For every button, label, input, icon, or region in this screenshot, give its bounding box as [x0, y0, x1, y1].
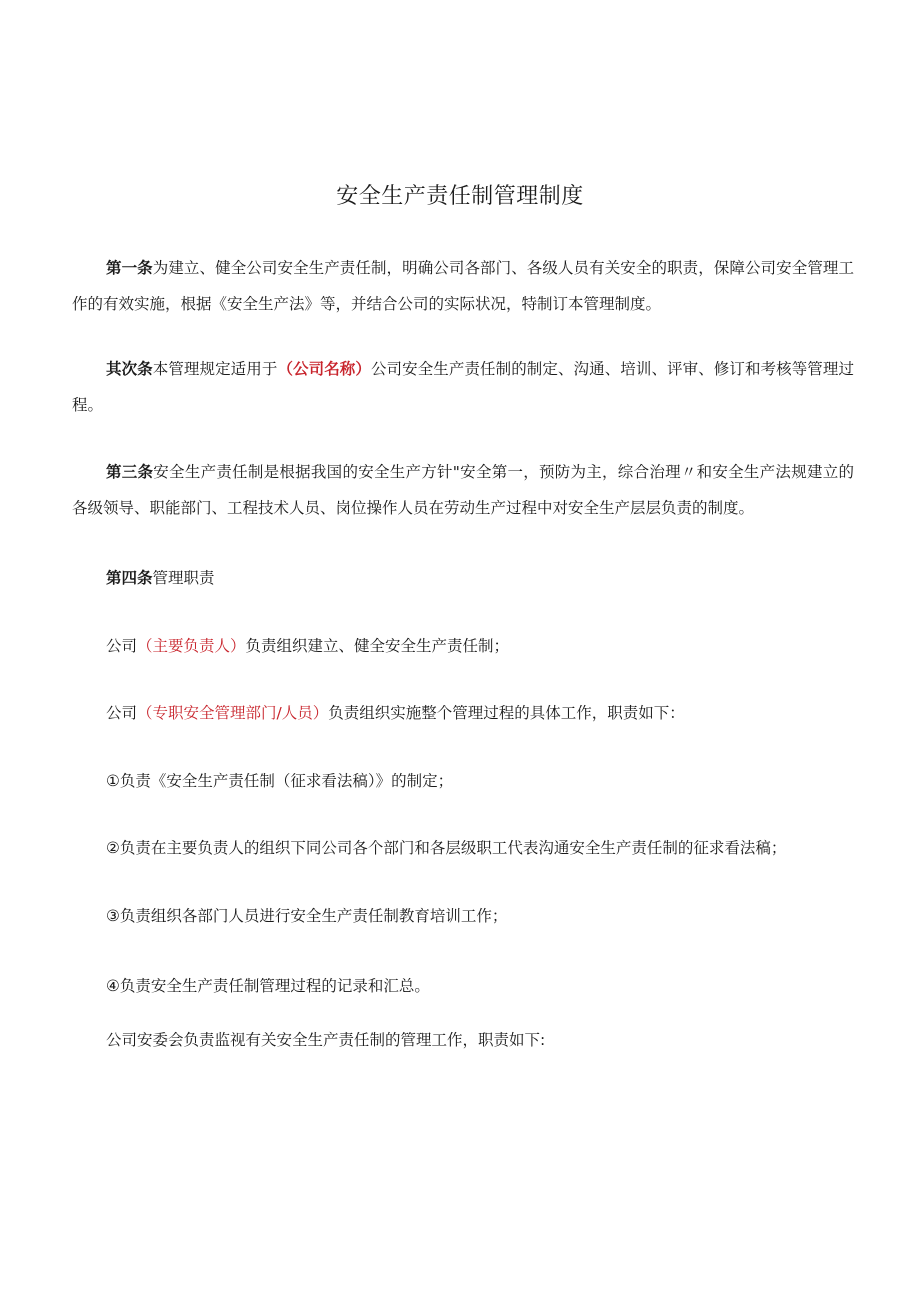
head-placeholder: （主要负责人） — [137, 637, 246, 655]
list-item: ①负责《安全生产责任制（征求看法稿）》的制定； — [106, 772, 454, 790]
article-4-text: 管理职责 — [152, 569, 215, 587]
duty-head — [106, 631, 886, 661]
article-1-label: 第一条 — [106, 259, 153, 277]
list-item: ②负责在主要负责人的组织下同公司各个部门和各层级职工代表沟通安全生产责任制的征求看法稿； — [106, 839, 787, 857]
article-2 — [72, 351, 854, 423]
article-1 — [72, 250, 854, 322]
committee-line: 公司安委会负责监视有关安全生产责任制的管理工作，职责如下: — [106, 1031, 546, 1049]
article-1-text: 为建立、健全公司安全生产责任制，明确公司各部门、各级人员有关安全的职责，保障公司安全管理工作的有效实施，根据《安全生产法》等，并结合公司的实际状况，特制订本管理制度。 — [72, 259, 854, 313]
duty-dept-text: 负责组织实施整个管理过程的具体工作，职责如下： — [328, 704, 685, 722]
duty-dept — [106, 698, 886, 728]
dept-placeholder: （专职安全管理部门/人员） — [137, 704, 329, 722]
article-3-label: 第三条 — [106, 463, 154, 481]
article-2-text-after: 公司安全生产责任制的制定、沟通、培训、评审、修订和考核等管理过程。 — [72, 360, 854, 414]
article-3 — [72, 454, 854, 526]
article-2-label: 其次条 — [106, 360, 153, 378]
article-4-label: 第四条 — [106, 569, 153, 587]
article-4 — [106, 563, 886, 593]
duty-head-text: 负责组织建立、健全安全生产责任制； — [245, 637, 510, 655]
article-2-text-before: 本管理规定适用于 — [152, 360, 278, 378]
duty-dept-prefix: 公司 — [106, 704, 138, 722]
article-3-text: 安全生产责任制是根据我国的安全生产方针"安全第一，预防为主，综合治理〃和安全生产法规建立的各级领导、职能部门、工程技术人员、岗位操作人员在劳动生产过程中对安全生产层层负责的制度。 — [72, 463, 854, 517]
list-item: ④负责安全生产责任制管理过程的记录和汇总。 — [106, 977, 430, 995]
company-name-placeholder: （公司名称） — [277, 360, 371, 378]
document-title: 安全生产责任制管理制度 — [336, 184, 584, 209]
duty-head-prefix: 公司 — [106, 637, 138, 655]
list-item: ③负责组织各部门人员进行安全生产责任制教育培训工作； — [106, 907, 508, 925]
